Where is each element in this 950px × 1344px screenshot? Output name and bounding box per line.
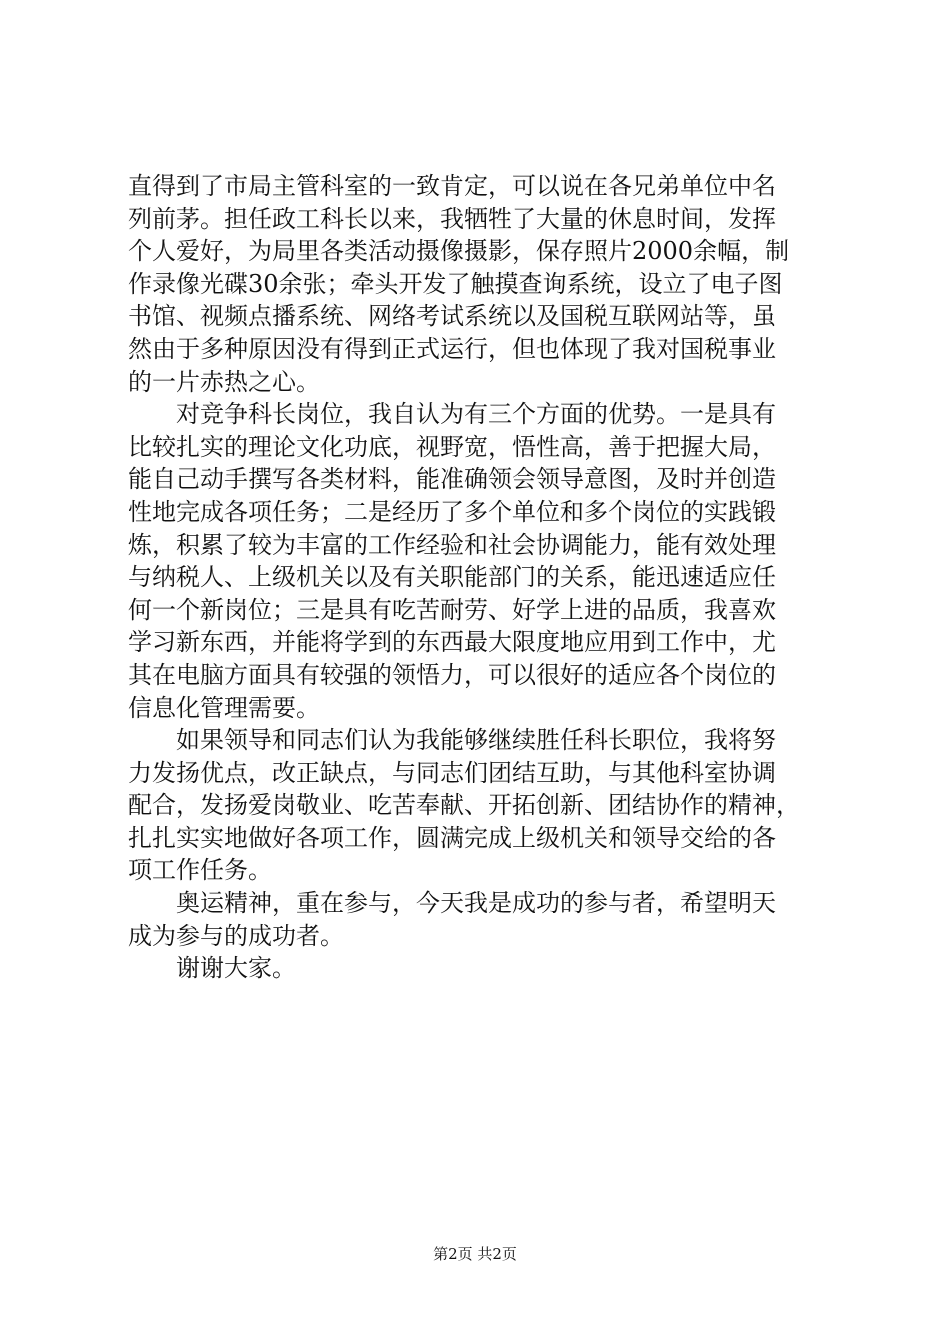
text-line: 列前茅。担任政工科长以来，我牺牲了大量的休息时间，发挥 [128, 204, 776, 233]
text-line: 项工作任务。 [128, 856, 272, 885]
text-line: 比较扎实的理论文化功底，视野宽，悟性高，善于把握大局， [128, 432, 776, 461]
text-line: 如果领导和同志们认为我能够继续胜任科长职位，我将努 [176, 726, 776, 755]
text-line: 扎扎实实地做好各项工作，圆满完成上级机关和领导交给的各 [128, 823, 776, 852]
text-line: 学习新东西，并能将学到的东西最大限度地应用到工作中，尤 [128, 628, 776, 657]
text-line: 性地完成各项任务；二是经历了多个单位和多个岗位的实践锻 [128, 497, 776, 526]
paragraph-5 [128, 952, 833, 985]
text-line: 奥运精神，重在参与，今天我是成功的参与者，希望明天 [176, 889, 776, 918]
text-line: 个人爱好，为局里各类活动摄像摄影，保存照片2000余幅，制 [128, 237, 790, 266]
text-line: 其在电脑方面具有较强的领悟力，可以很好的适应各个岗位的 [128, 660, 776, 689]
text-line: 作录像光碟30余张；牵头开发了触摸查询系统，设立了电子图 [128, 269, 783, 298]
text-line: 谢谢大家。 [176, 954, 296, 983]
text-line: 与纳税人、上级机关以及有关职能部门的关系，能迅速适应任 [128, 563, 776, 592]
text-line: 何一个新岗位；三是具有吃苦耐劳、好学上进的品质，我喜欢 [128, 595, 776, 624]
text-line: 能自己动手撰写各类材料，能准确领会领导意图，及时并创造 [128, 465, 776, 494]
document-body [128, 170, 833, 985]
text-line: 的一片赤热之心。 [128, 367, 320, 396]
text-line: 成为参与的成功者。 [128, 921, 344, 950]
paragraph-4 [128, 887, 833, 952]
paragraph-1 [128, 170, 833, 398]
text-line: 力发扬优点，改正缺点，与同志们团结互助，与其他科室协调 [128, 758, 776, 787]
text-line: 然由于多种原因没有得到正式运行，但也体现了我对国税事业 [128, 334, 776, 363]
paragraph-2 [128, 398, 833, 724]
text-line: 直得到了市局主管科室的一致肯定，可以说在各兄弟单位中名 [128, 172, 776, 200]
text-line: 炼，积累了较为丰富的工作经验和社会协调能力，能有效处理 [128, 530, 776, 559]
text-line: 对竞争科长岗位，我自认为有三个方面的优势。一是具有 [176, 400, 776, 429]
text-line: 书馆、视频点播系统、网络考试系统以及国税互联网站等，虽 [128, 302, 776, 331]
text-line: 信息化管理需要。 [128, 693, 320, 722]
text-line: 配合，发扬爱岗敬业、吃苦奉献、开拓创新、团结协作的精神， [128, 791, 800, 820]
paragraph-3 [128, 724, 833, 887]
page-footer: 第2页 共2页 [433, 1245, 517, 1263]
